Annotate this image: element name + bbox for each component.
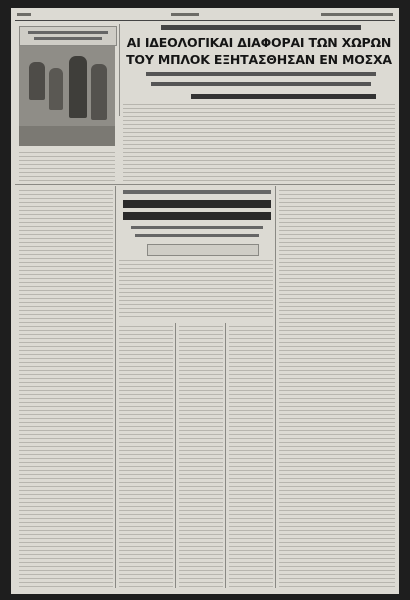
main-headline-line2: ΤΟΥ ΜΠΛΟΚ ΕΞΗΤΑΣΘΗΣΑΝ ΕΝ ΜΟΣΧΑ (126, 52, 392, 67)
masthead-mark (171, 13, 199, 16)
section-label-box (147, 244, 259, 256)
text-column (123, 104, 395, 182)
subhead-1 (146, 72, 376, 76)
column-rule (175, 323, 176, 588)
masthead-rule (15, 20, 395, 21)
column-rule (119, 24, 120, 116)
subhead-bar (135, 234, 259, 237)
text-column (19, 190, 113, 588)
headline-bar (123, 200, 271, 208)
kicker-line (161, 25, 361, 30)
text-column (279, 190, 395, 588)
newspaper-page (11, 8, 399, 594)
section-rule (15, 184, 395, 185)
text-column (179, 326, 223, 588)
family-photo (19, 46, 115, 146)
column-rule (115, 186, 116, 588)
main-headline-line1: ΑΙ ΙΔΕΟΛΟΓΙΚΑΙ ΔΙΑΦΟΡΑΙ ΤΩΝ ΧΩΡΩΝ (126, 35, 392, 50)
text-column (119, 260, 273, 320)
text-column (119, 326, 173, 588)
headline-bar (123, 212, 271, 220)
subhead-2 (151, 82, 371, 86)
text-column (229, 326, 273, 588)
column-rule (275, 186, 276, 588)
photo-caption-box (19, 26, 117, 46)
text-column (19, 152, 115, 182)
date-mark (321, 13, 393, 16)
page-number-mark (17, 13, 31, 16)
column-rule (225, 323, 226, 588)
subhead-3 (191, 94, 376, 99)
subhead-bar (131, 226, 263, 229)
headline-bar (123, 190, 271, 194)
